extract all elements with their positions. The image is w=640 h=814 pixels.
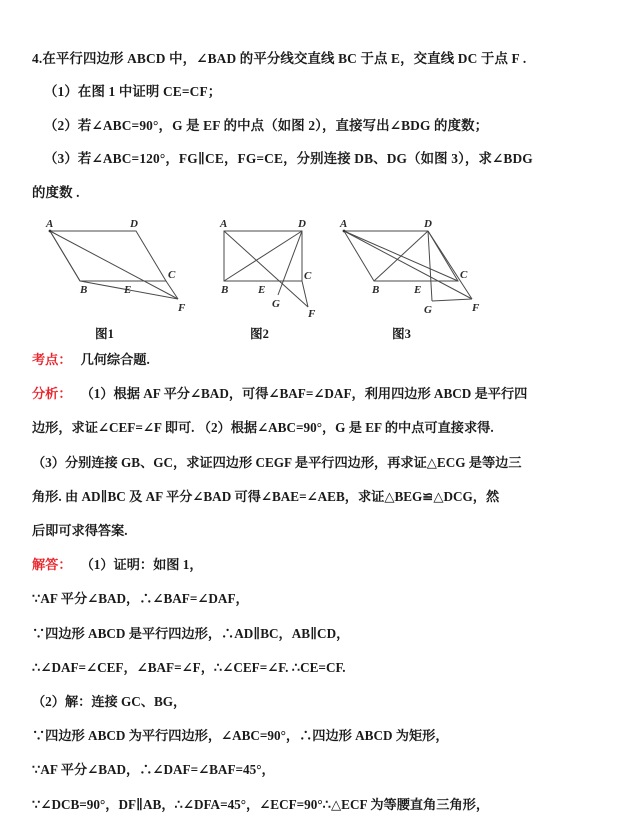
section-jieda-text-1: （1）证明：如图 1， xyxy=(80,557,203,573)
fig2-label-E: E xyxy=(258,284,266,297)
fig2-segment-CF xyxy=(302,281,308,307)
section-jieda-line-8: ∵∠DCB=90°，DF∥AB，∴∠DFA=45°，∠ECF=90°∴△ECF 为等腰直角三角形， xyxy=(32,796,490,812)
fig3-label-A: A xyxy=(340,219,348,231)
figure-1-parallelogram xyxy=(38,219,198,324)
fig3-segment-BD xyxy=(374,231,428,281)
problem-part-2: （2）若∠ABC=90°，G 是 EF 的中点（如图 2），直接写出∠BDG 的度数； xyxy=(44,117,489,133)
fig3-segment-DF xyxy=(428,231,472,299)
fig2-label-G: G xyxy=(272,298,280,311)
fig1-label-A: A xyxy=(46,219,54,231)
figure-1-svg xyxy=(38,219,198,319)
fig2-label-A: A xyxy=(220,219,228,231)
section-fenxi-line-4: 角形. 由 AD∥BC 及 AF 平分∠BAD 可得∠BAE=∠AEB，求证△BEG≌△DCG，然 xyxy=(32,488,500,504)
figure-3-caption: 图3 xyxy=(392,327,411,342)
section-jieda-line-4: ∴∠DAF=∠CEF，∠BAF=∠F，∴∠CEF=∠F. ∴CE=CF. xyxy=(32,659,346,675)
fig3-label-B: B xyxy=(372,284,380,297)
fig3-label-C: C xyxy=(460,269,468,282)
section-jieda-line-7: ∵AF 平分∠BAD，∴∠DAF=∠BAF=45°， xyxy=(32,762,275,778)
section-jieda-line-2: ∵AF 平分∠BAD，∴∠BAF=∠DAF， xyxy=(32,591,249,607)
fig1-label-D: D xyxy=(130,219,138,231)
fig1-label-E: E xyxy=(124,284,132,297)
fig1-parallelogram-outline xyxy=(50,231,166,281)
fig2-segment-AF xyxy=(224,231,308,307)
fig2-label-C: C xyxy=(304,270,312,283)
figure-2-rectangle xyxy=(210,219,330,324)
fig3-vertex-dot-A xyxy=(343,230,346,233)
fig2-label-B: B xyxy=(221,284,229,297)
figure-3-parallelogram-120 xyxy=(332,219,502,324)
section-kaodian-label: 考点： xyxy=(32,352,72,368)
figure-1-caption: 图1 xyxy=(95,327,114,342)
fig2-label-F: F xyxy=(308,308,316,320)
figure-captions xyxy=(32,323,610,347)
section-fenxi-line-1 xyxy=(32,387,610,400)
section-fenxi-line-2: 边形，求证∠CEF=∠F 即可. （2）根据∠ABC=90°，G 是 EF 的中点可直接求得. xyxy=(32,420,494,436)
section-fenxi-label: 分析： xyxy=(32,386,72,402)
section-jieda-label: 解答： xyxy=(32,557,72,573)
section-jieda-line-3: ∵四边形 ABCD 是平行四边形，∴AD∥BC，AB∥CD， xyxy=(32,625,350,641)
fig3-segment-GF xyxy=(432,299,472,301)
problem-part-3-cont: 的度数 . xyxy=(32,184,80,200)
fig3-label-E: E xyxy=(414,284,422,297)
section-kaodian-line-1: 几何综合题. xyxy=(80,352,150,368)
fig1-label-C: C xyxy=(168,269,176,282)
section-jieda-line-6: ∵四边形 ABCD 为平行四边形，∠ABC=90°，∴四边形 ABCD 为矩形， xyxy=(32,728,449,744)
figure-3-svg xyxy=(332,219,502,319)
problem-part-3: （3）若∠ABC=120°，FG∥CE，FG=CE，分别连接 DB、DG（如图 3），求∠BDG xyxy=(44,151,533,167)
fig1-label-B: B xyxy=(80,284,88,297)
fig2-label-D: D xyxy=(298,219,306,231)
fig3-label-F: F xyxy=(472,302,480,315)
section-fenxi-line-3: （3）分别连接 GB、GC，求证四边形 CEGF 是平行四边形，再求证△ECG 是等边三 xyxy=(32,454,522,470)
problem-stem: 4.在平行四边形 ABCD 中，∠BAD 的平分线交直线 BC 于点 E，交直线 DC 于点 F . xyxy=(32,51,527,66)
fig3-label-G: G xyxy=(424,304,432,317)
section-fenxi-text-1: （1）根据 AF 平分∠BAD，可得∠BAF=∠DAF，利用四边形 ABCD 是平行四 xyxy=(80,386,528,402)
fig3-segment-DG xyxy=(428,231,432,301)
section-fenxi-line-5: 后即可求得答案. xyxy=(32,523,128,539)
fig1-vertex-dot-A xyxy=(49,230,52,233)
fig2-segment-BD xyxy=(224,231,302,281)
section-kaodian xyxy=(32,353,610,366)
section-jieda-line-5: （2）解：连接 GC、BG， xyxy=(32,694,187,710)
problem-part-1: （1）在图 1 中证明 CE=CF； xyxy=(44,84,222,100)
section-jieda-line-1 xyxy=(32,558,610,571)
figure-group xyxy=(32,219,610,321)
figure-2-svg xyxy=(210,219,330,319)
fig3-segment-AF xyxy=(344,231,472,299)
fig3-label-D: D xyxy=(424,219,432,231)
figure-2-caption: 图2 xyxy=(250,327,269,342)
fig2-segment-DG xyxy=(278,231,302,295)
fig1-label-F: F xyxy=(178,302,186,315)
fig1-segment-AF xyxy=(50,231,178,299)
